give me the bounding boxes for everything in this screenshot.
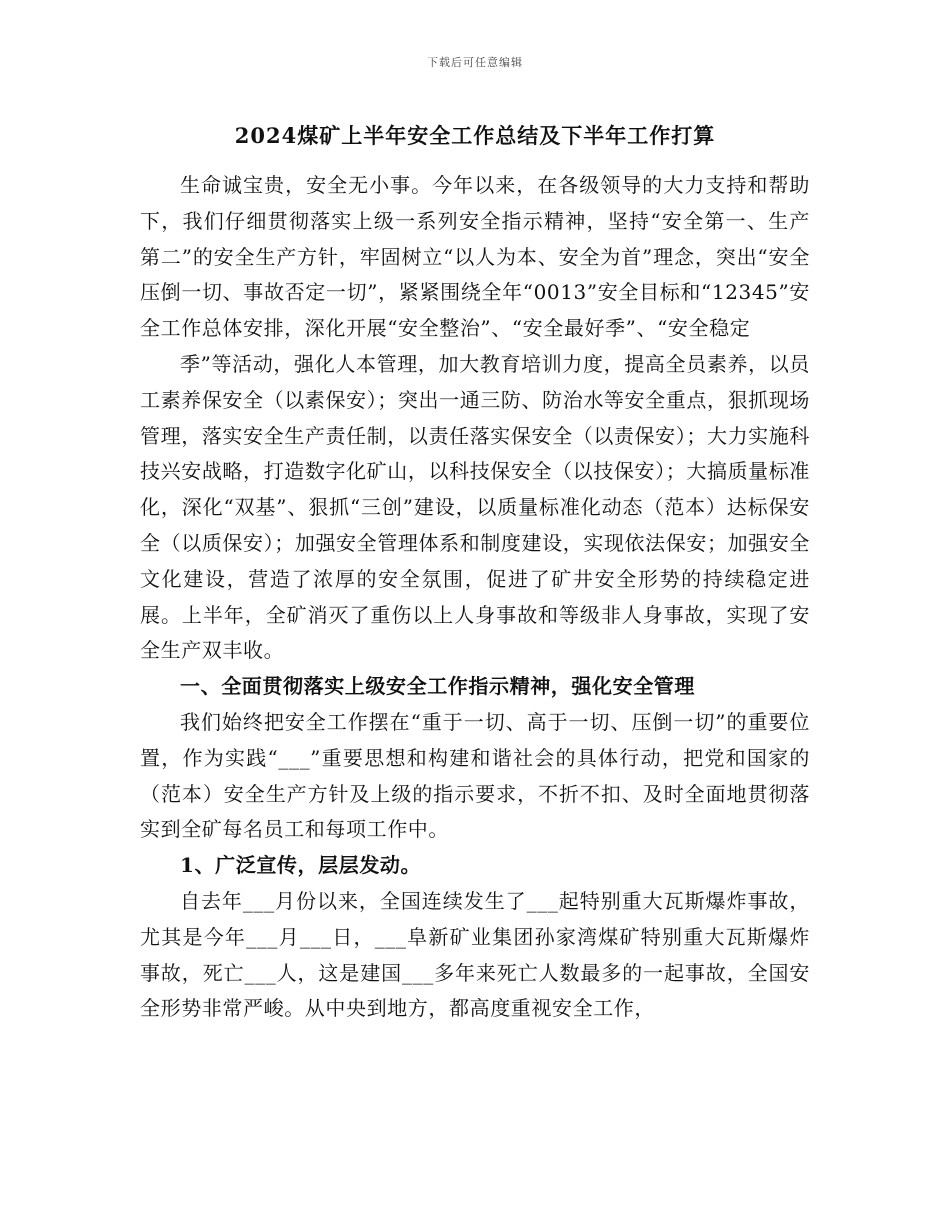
section-1-paragraph: 我们始终把安全工作摆在“重于一切、高于一切、压倒一切”的重要位置，作为实践“___”重要思想和构建和谐社会的具体行动，把党和国家的（范本）安全生产方针及上级的指示要求，不折不扣、及时全面地贯彻落实到全矿每名员工和每项工作中。 xyxy=(140,709,810,842)
subsection-1-paragraph: 自去年___月份以来，全国连续发生了___起特别重大瓦斯爆炸事故，尤其是今年___月___日，___阜新矿业集团孙家湾煤矿特别重大瓦斯爆炸事故，死亡___人，这是建国___多年来死亡人数最多的一起事故，全国安全形势非常严峻。从中央到地方，都高度重视安全工作， xyxy=(140,888,810,1021)
document-body xyxy=(140,168,810,1027)
subsection-heading-1: 1、广泛宣传，层层发动。 xyxy=(180,853,422,878)
header-note: 下载后可任意编辑 xyxy=(427,56,523,69)
intro-paragraph-1: 生命诚宝贵，安全无小事。今年以来，在各级领导的大力支持和帮助下，我们仔细贯彻落实上级一系列安全指示精神，坚持“安全第一、生产第二”的安全生产方针，牢固树立“以人为本、安全为首”理念，突出“安全压倒一切、事故否定一切”，紧紧围绕全年“0013”安全目标和“12345”安全工作总体安排，深化开展“安全整治”、“安全最好季”、“安全稳定 xyxy=(140,173,810,341)
intro-paragraph-2: 季”等活动，强化人本管理，加大教育培训力度，提高全员素养，以员工素养保安全（以素保安）；突出一通三防、防治水等安全重点，狠抓现场管理，落实安全生产责任制，以责任落实保安全（以责保安）；大力实施科技兴安战略，打造数字化矿山，以科技保安全（以技保安）；大搞质量标准化，深化“双基”、狠抓“三创”建设，以质量标准化动态（范本）达标保安全（以质保安）；加强安全管理体系和制度建设，实现依法保安；加强安全文化建设，营造了浓厚的安全氛围，促进了矿井安全形势的持续稳定进展。上半年，全矿消灭了重伤以上人身事故和等级非人身事故，实现了安全生产双丰收。 xyxy=(140,351,810,663)
document-title: 2024煤矿上半年安全工作总结及下半年工作打算 xyxy=(234,123,716,148)
section-heading-1: 一、全面贯彻落实上级安全工作指示精神，强化安全管理 xyxy=(180,674,695,699)
